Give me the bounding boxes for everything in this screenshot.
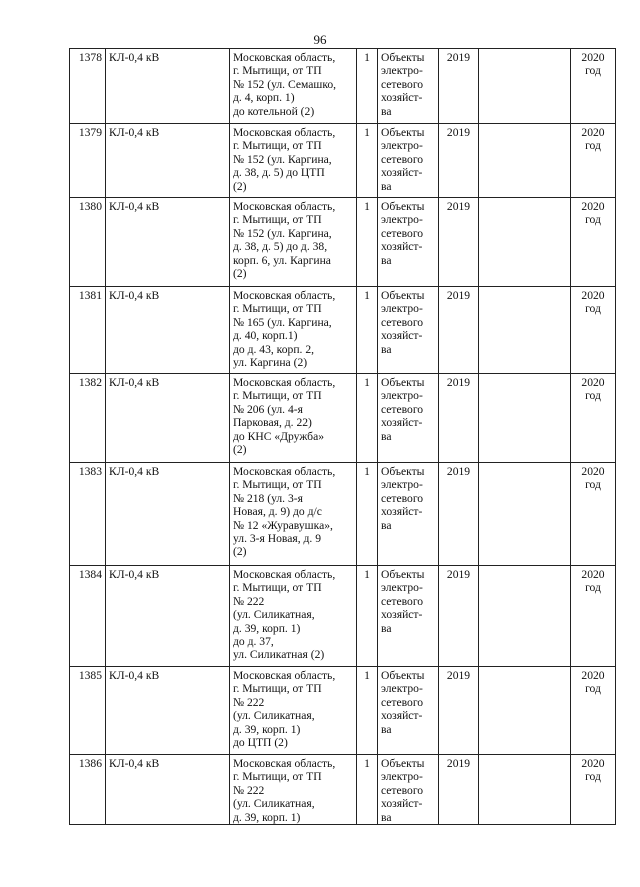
note-cell <box>479 198 571 287</box>
line-type-cell: КЛ-0,4 кВ <box>106 755 230 825</box>
page-number: 96 <box>313 32 327 47</box>
row-number-cell: 1378 <box>70 49 106 124</box>
row-number-cell: 1383 <box>70 463 106 566</box>
registry-rows <box>70 49 616 825</box>
note-cell <box>479 463 571 566</box>
line-type-cell: КЛ-0,4 кВ <box>106 667 230 755</box>
due-date-cell: 2020 год <box>571 374 616 463</box>
note-cell <box>479 566 571 667</box>
year-cell: 2019 <box>439 49 479 124</box>
purpose-cell: Объекты электро- сетевого хозяйст- ва <box>378 667 439 755</box>
note-cell <box>479 124 571 198</box>
location-cell: Московская область, г. Мытищи, от ТП № 222 (ул. Силикатная, д. 39, корп. 1) до ЦТП (2) <box>230 667 357 755</box>
location-cell: Московская область, г. Мытищи, от ТП № 152 (ул. Семашко, д. 4, корп. 1) до котельной (2) <box>230 49 357 124</box>
year-cell: 2019 <box>439 374 479 463</box>
quantity-cell: 1 <box>357 755 378 825</box>
purpose-cell: Объекты электро- сетевого хозяйст- ва <box>378 374 439 463</box>
note-cell <box>479 49 571 124</box>
due-date-cell: 2020 год <box>571 49 616 124</box>
note-cell <box>479 287 571 374</box>
purpose-cell: Объекты электро- сетевого хозяйст- ва <box>378 287 439 374</box>
row-number-cell: 1380 <box>70 198 106 287</box>
location-cell: Московская область, г. Мытищи, от ТП № 152 (ул. Каргина, д. 38, д. 5) до ЦТП (2) <box>230 124 357 198</box>
location-cell: Московская область, г. Мытищи, от ТП № 152 (ул. Каргина, д. 38, д. 5) до д. 38, корп. 6, ул. Каргина (2) <box>230 198 357 287</box>
due-date-cell: 2020 год <box>571 755 616 825</box>
due-date-cell: 2020 год <box>571 566 616 667</box>
purpose-cell: Объекты электро- сетевого хозяйст- ва <box>378 198 439 287</box>
quantity-cell: 1 <box>357 198 378 287</box>
line-type-cell: КЛ-0,4 кВ <box>106 463 230 566</box>
purpose-cell: Объекты электро- сетевого хозяйст- ва <box>378 755 439 825</box>
note-cell <box>479 667 571 755</box>
year-cell: 2019 <box>439 124 479 198</box>
quantity-cell: 1 <box>357 463 378 566</box>
year-cell: 2019 <box>439 566 479 667</box>
purpose-cell: Объекты электро- сетевого хозяйст- ва <box>378 566 439 667</box>
table-row <box>70 49 616 124</box>
quantity-cell: 1 <box>357 49 378 124</box>
registry-table <box>69 48 616 825</box>
line-type-cell: КЛ-0,4 кВ <box>106 49 230 124</box>
location-cell: Московская область, г. Мытищи, от ТП № 222 (ул. Силикатная, д. 39, корп. 1) <box>230 755 357 825</box>
line-type-cell: КЛ-0,4 кВ <box>106 198 230 287</box>
purpose-cell: Объекты электро- сетевого хозяйст- ва <box>378 124 439 198</box>
purpose-cell: Объекты электро- сетевого хозяйст- ва <box>378 463 439 566</box>
quantity-cell: 1 <box>357 667 378 755</box>
line-type-cell: КЛ-0,4 кВ <box>106 566 230 667</box>
table-row <box>70 198 616 287</box>
table-row <box>70 463 616 566</box>
table-row <box>70 755 616 825</box>
year-cell: 2019 <box>439 198 479 287</box>
location-cell: Московская область, г. Мытищи, от ТП № 222 (ул. Силикатная, д. 39, корп. 1) до д. 37, ул. Силикатная (2) <box>230 566 357 667</box>
year-cell: 2019 <box>439 755 479 825</box>
table-row <box>70 566 616 667</box>
line-type-cell: КЛ-0,4 кВ <box>106 287 230 374</box>
quantity-cell: 1 <box>357 124 378 198</box>
due-date-cell: 2020 год <box>571 667 616 755</box>
location-cell: Московская область, г. Мытищи, от ТП № 206 (ул. 4-я Парковая, д. 22) до КНС «Дружба» (2) <box>230 374 357 463</box>
row-number-cell: 1379 <box>70 124 106 198</box>
quantity-cell: 1 <box>357 566 378 667</box>
line-type-cell: КЛ-0,4 кВ <box>106 374 230 463</box>
note-cell <box>479 755 571 825</box>
table-row <box>70 374 616 463</box>
row-number-cell: 1382 <box>70 374 106 463</box>
location-cell: Московская область, г. Мытищи, от ТП № 218 (ул. 3-я Новая, д. 9) до д/с № 12 «Журавушка», ул. 3-я Новая, д. 9 (2) <box>230 463 357 566</box>
due-date-cell: 2020 год <box>571 463 616 566</box>
row-number-cell: 1386 <box>70 755 106 825</box>
quantity-cell: 1 <box>357 287 378 374</box>
purpose-cell: Объекты электро- сетевого хозяйст- ва <box>378 49 439 124</box>
year-cell: 2019 <box>439 287 479 374</box>
location-cell: Московская область, г. Мытищи, от ТП № 165 (ул. Каргина, д. 40, корп.1) до д. 43, корп. 2, ул. Каргина (2) <box>230 287 357 374</box>
table-row <box>70 287 616 374</box>
line-type-cell: КЛ-0,4 кВ <box>106 124 230 198</box>
note-cell <box>479 374 571 463</box>
row-number-cell: 1385 <box>70 667 106 755</box>
table-row <box>70 124 616 198</box>
quantity-cell: 1 <box>357 374 378 463</box>
due-date-cell: 2020 год <box>571 198 616 287</box>
due-date-cell: 2020 год <box>571 124 616 198</box>
year-cell: 2019 <box>439 667 479 755</box>
year-cell: 2019 <box>439 463 479 566</box>
table-row <box>70 667 616 755</box>
row-number-cell: 1384 <box>70 566 106 667</box>
due-date-cell: 2020 год <box>571 287 616 374</box>
row-number-cell: 1381 <box>70 287 106 374</box>
